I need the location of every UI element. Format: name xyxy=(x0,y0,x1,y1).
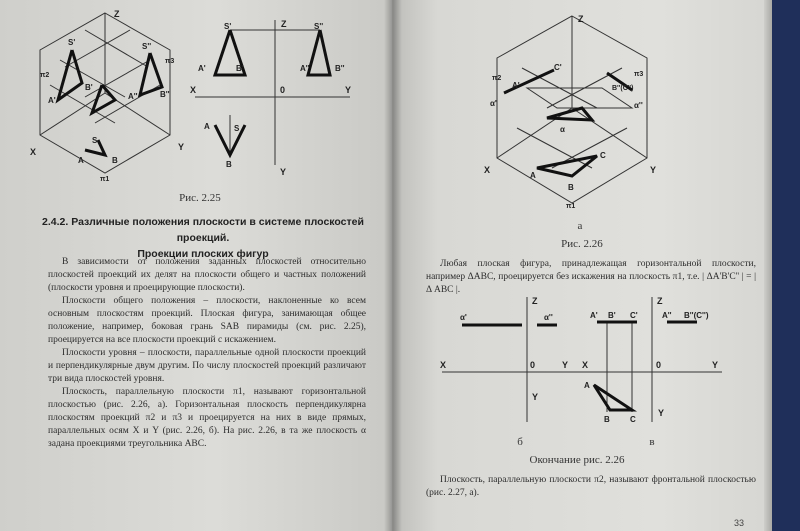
fig-a-b-label: B xyxy=(568,183,574,192)
figure-orthographic-b-v xyxy=(432,292,732,432)
fig-a-alpha2-label: α' xyxy=(490,99,497,108)
fig-b-y-bottom-label: Y xyxy=(532,392,539,402)
a2-label: A' xyxy=(48,96,56,105)
s3-label: S'' xyxy=(142,42,152,51)
figure-caption-2-26: Рис. 2.26 xyxy=(561,238,603,250)
right-paragraph-1: Любая плоская фигура, принадлежащая горизонтальной плоскости, например ΔABC, проецируется без искажения на плоскость π1, т.е. | ΔA'B'C'' | = | Δ ABC |. xyxy=(426,259,756,295)
fig-b-o-label: 0 xyxy=(530,360,536,370)
fig-a-x-label: X xyxy=(484,165,491,175)
axis-y-label: Y xyxy=(178,142,185,152)
left-body-text xyxy=(48,256,366,451)
fig-b-z-label: Z xyxy=(532,296,538,306)
a1-label: A xyxy=(78,156,84,165)
ortho-y-label: Y xyxy=(345,85,352,95)
right-page xyxy=(392,0,772,531)
fig-a-pi3-label: π3 xyxy=(634,71,644,78)
ortho-s2-label: S' xyxy=(224,22,232,31)
fig-a-pi2-label: π2 xyxy=(492,75,502,82)
fig-a-alpha-label: α xyxy=(560,125,565,134)
figure-isometric-pyramid xyxy=(30,5,190,185)
ortho-o-label: 0 xyxy=(280,85,286,95)
paragraph-2: Плоскости общего положения – плоскости, наклоненные ко всем основным плоскостям проекций. Плоская фигура, занимающая общее положение, например, боковая грань SAB пирамиды (см. рис. 2.25), проецируется на все плоскости проекций с искажением. xyxy=(48,296,366,345)
paragraph-3: Плоскости уровня – плоскости, параллельные одной плоскости проекций и перпендикулярные двум другим. По числу плоскостей проекций различают три вида плоскостей уровня. xyxy=(48,348,366,384)
book-spine-shadow xyxy=(384,0,402,531)
section-heading xyxy=(18,214,388,262)
ortho-b2-label: B' xyxy=(236,64,244,73)
section-title-line-1: 2.4.2. Различные положения плоскости в системе плоскостей проекций. xyxy=(42,216,364,244)
figure-v-label: в xyxy=(649,436,655,448)
fig-v-z-label: Z xyxy=(657,296,663,306)
figure-orthographic-pyramid xyxy=(190,15,360,180)
fig-a-z-label: Z xyxy=(578,14,584,24)
fig-v-y-label: Y xyxy=(712,360,719,370)
pi3-label: π3 xyxy=(165,58,175,65)
s2-label: S' xyxy=(68,38,76,47)
paragraph-1: В зависимости от положения заданных плоскостей относительно плоскостей проекций их делят на плоскости общего и частных положений (плоскости уровня и проецирующие плоскости). xyxy=(48,257,366,293)
ortho-a2-label: A' xyxy=(198,64,206,73)
paragraph-4: Плоскость, параллельную плоскости π1, называют горизонтальной плоскостью (рис. 2.26, а). Горизонтальная плоскость перпендикулярна плоскостям проекций π2 и π3 и проецируется на них в виде прямых, параллельных осям X и Y (рис. 2.26, б). На рис. 2.26, в та же плоскость α задана проекциями треугольника ABC. xyxy=(48,387,366,449)
ortho-x-label: X xyxy=(190,85,197,95)
fig-b-y-label: Y xyxy=(562,360,569,370)
fig-a-y-label: Y xyxy=(650,165,657,175)
fig-v-b2-label: B' xyxy=(608,311,616,320)
s1-label: S xyxy=(92,136,98,145)
fig-a-pi1-label: π1 xyxy=(566,203,576,210)
fig-b-x-label: X xyxy=(440,360,447,370)
fig-a-bc3-label: B''(C'') xyxy=(612,85,634,92)
fig-v-bc3-label: B''(C'') xyxy=(684,311,709,320)
fig-b-alpha3-label: α'' xyxy=(544,313,553,322)
pi2-label: π2 xyxy=(40,72,50,79)
fig-v-a3-label: A'' xyxy=(662,311,672,320)
figure-b-label: б xyxy=(517,436,523,448)
ortho-s1-label: S xyxy=(234,124,240,133)
pi1-label: π1 xyxy=(100,176,110,183)
right-paragraph-2: Плоскость, параллельную плоскости π2, называют фронтальной плоскостью (рис. 2.27, а). xyxy=(426,475,756,498)
section-title-line-2: Проекции плоских фигур xyxy=(137,248,269,260)
fig-a-c2-label: C' xyxy=(554,63,562,72)
page-number: 33 xyxy=(734,518,745,528)
book-cover-edge xyxy=(772,0,800,531)
a3-label: A'' xyxy=(128,92,138,101)
ortho-a1-label: A xyxy=(204,122,210,131)
b1-label: B xyxy=(112,156,118,165)
fig-v-a-label: A xyxy=(584,381,590,390)
ortho-s3-label: S'' xyxy=(314,22,324,31)
axis-z-label: Z xyxy=(114,9,120,19)
fig-a-a2-label: A' xyxy=(512,81,520,90)
ortho-z-label: Z xyxy=(281,19,287,29)
axis-x-label: X xyxy=(30,147,37,157)
ortho-a3-label: A'' xyxy=(300,64,310,73)
left-page xyxy=(0,0,392,531)
fig-a-c-label: C xyxy=(600,151,606,160)
ortho-b3-label: B'' xyxy=(335,64,345,73)
fig-v-x-label: X xyxy=(582,360,589,370)
b3-label: B'' xyxy=(160,90,170,99)
figure-a-label: а xyxy=(577,220,583,232)
fig-v-b-label: B xyxy=(604,415,610,424)
ortho-b1-label: B xyxy=(226,160,232,169)
fig-b-alpha2-label: α' xyxy=(460,313,467,322)
ortho-y-bottom-label: Y xyxy=(280,167,287,177)
fig-v-a2-label: A' xyxy=(590,311,598,320)
fig-v-c-label: C xyxy=(630,415,636,424)
page-edges xyxy=(764,0,772,531)
figure-caption-2-25: Рис. 2.25 xyxy=(179,192,221,204)
b2-label: B' xyxy=(85,83,93,92)
continuation-caption: Окончание рис. 2.26 xyxy=(529,454,625,466)
fig-v-y-bottom-label: Y xyxy=(658,408,665,418)
fig-v-o-label: 0 xyxy=(656,360,662,370)
fig-a-a-label: A xyxy=(530,171,536,180)
figure-isometric-horizontal-plane xyxy=(482,8,662,218)
fig-a-alpha3-label: α'' xyxy=(634,101,643,110)
fig-v-c2-label: C' xyxy=(630,311,638,320)
